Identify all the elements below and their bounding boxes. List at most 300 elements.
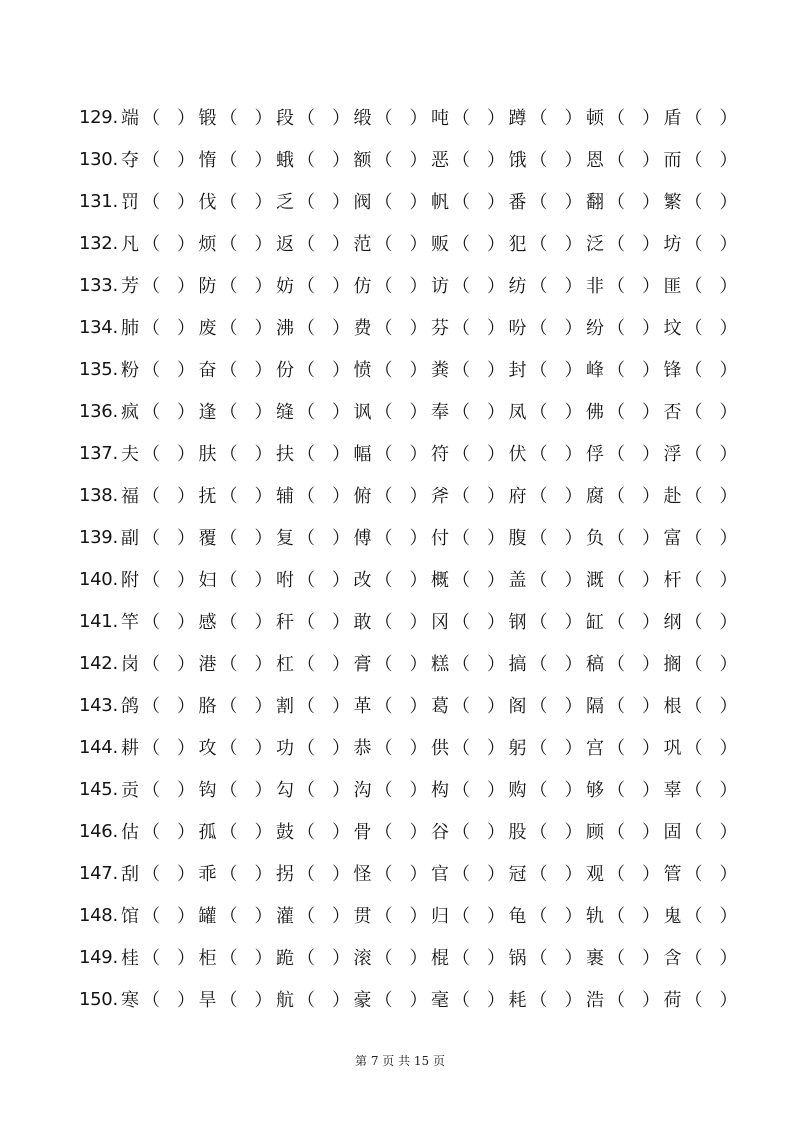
character: 废 (198, 318, 217, 339)
answer-blank (549, 234, 564, 252)
char-item (274, 902, 352, 928)
character: 宫 (586, 738, 604, 759)
paren-open: （ (452, 528, 470, 549)
paren-close: ） (564, 654, 583, 675)
paren-open: （ (297, 822, 315, 843)
exercise-row (79, 726, 741, 768)
char-item (352, 272, 430, 298)
char-item (119, 440, 197, 466)
paren-open: （ (452, 570, 470, 591)
paren-close: ） (254, 948, 273, 969)
paren-open: （ (219, 150, 238, 171)
char-item (274, 482, 352, 508)
paren-open: （ (529, 570, 548, 591)
answer-blank (394, 990, 409, 1008)
worksheet (79, 96, 741, 1020)
row-number: 132. (79, 232, 118, 254)
answer-blank (549, 528, 564, 546)
paren-open: （ (142, 738, 160, 759)
char-item (429, 482, 507, 508)
paren-open: （ (607, 486, 625, 507)
answer-blank (549, 360, 564, 378)
paren-open: （ (607, 234, 625, 255)
paren-close: ） (332, 864, 350, 885)
character: 概 (431, 570, 449, 591)
char-item (507, 398, 585, 424)
answer-blank (316, 192, 331, 210)
answer-blank (239, 780, 254, 798)
char-item (352, 440, 430, 466)
character: 疯 (121, 402, 139, 423)
row-number: 147. (79, 862, 118, 884)
exercise-row (79, 474, 741, 516)
paren-open: （ (219, 486, 238, 507)
row-number: 131. (79, 190, 118, 212)
char-item (507, 104, 585, 130)
character: 番 (508, 192, 527, 213)
paren-close: ） (487, 780, 505, 801)
answer-blank (471, 444, 486, 462)
char-item (197, 986, 275, 1012)
answer-blank (549, 612, 564, 630)
character: 鸽 (121, 696, 139, 717)
char-item (662, 398, 740, 424)
char-item (429, 356, 507, 382)
paren-close: ） (642, 234, 660, 255)
answer-blank (316, 696, 331, 714)
answer-blank (239, 906, 254, 924)
answer-blank (394, 948, 409, 966)
char-item (584, 524, 662, 550)
answer-blank (161, 360, 176, 378)
paren-close: ） (254, 738, 273, 759)
paren-close: ） (564, 402, 583, 423)
answer-blank (704, 654, 719, 672)
char-item (584, 188, 662, 214)
character: 符 (431, 444, 449, 465)
answer-blank (161, 192, 176, 210)
answer-blank (161, 276, 176, 294)
answer-blank (549, 738, 564, 756)
char-item (507, 272, 585, 298)
char-item (584, 398, 662, 424)
char-item (429, 902, 507, 928)
paren-open: （ (297, 948, 315, 969)
answer-blank (161, 402, 176, 420)
paren-open: （ (607, 276, 625, 297)
paren-open: （ (142, 696, 160, 717)
paren-close: ） (332, 444, 350, 465)
paren-open: （ (219, 528, 238, 549)
answer-blank (704, 318, 719, 336)
answer-blank (316, 654, 331, 672)
exercise-row (79, 390, 741, 432)
paren-open: （ (529, 612, 548, 633)
paren-close: ） (332, 990, 350, 1011)
answer-blank (161, 990, 176, 1008)
answer-blank (549, 696, 564, 714)
paren-close: ） (177, 612, 195, 633)
paren-open: （ (142, 234, 160, 255)
character: 乏 (276, 192, 294, 213)
paren-open: （ (452, 864, 470, 885)
answer-blank (549, 108, 564, 126)
character: 辜 (663, 780, 682, 801)
answer-blank (161, 570, 176, 588)
paren-close: ） (254, 570, 273, 591)
answer-blank (471, 276, 486, 294)
answer-blank (471, 822, 486, 840)
paren-open: （ (684, 108, 703, 129)
answer-blank (239, 864, 254, 882)
answer-blank (161, 444, 176, 462)
paren-open: （ (684, 738, 703, 759)
paren-close: ） (409, 444, 428, 465)
paren-open: （ (374, 654, 393, 675)
paren-close: ） (564, 738, 583, 759)
paren-open: （ (684, 402, 703, 423)
answer-blank (549, 906, 564, 924)
paren-open: （ (529, 780, 548, 801)
answer-blank (471, 486, 486, 504)
answer-blank (549, 780, 564, 798)
answer-blank (549, 318, 564, 336)
answer-blank (471, 108, 486, 126)
answer-blank (704, 108, 719, 126)
answer-blank (471, 654, 486, 672)
char-item (662, 566, 740, 592)
char-item (429, 230, 507, 256)
char-item (274, 230, 352, 256)
char-item (197, 650, 275, 676)
answer-blank (316, 822, 331, 840)
paren-close: ） (642, 192, 660, 213)
paren-close: ） (254, 696, 273, 717)
answer-blank (626, 192, 641, 210)
answer-blank (704, 864, 719, 882)
answer-blank (239, 360, 254, 378)
paren-open: （ (452, 150, 470, 171)
character: 灌 (276, 906, 294, 927)
char-item (352, 314, 430, 340)
character: 妇 (198, 570, 217, 591)
row-number: 138. (79, 484, 118, 506)
paren-close: ） (642, 402, 660, 423)
character: 佛 (586, 402, 604, 423)
answer-blank (471, 570, 486, 588)
paren-open: （ (142, 780, 160, 801)
exercise-row (79, 348, 741, 390)
char-item (119, 818, 197, 844)
char-item (352, 650, 430, 676)
paren-close: ） (177, 528, 195, 549)
character: 腹 (508, 528, 527, 549)
char-item (662, 314, 740, 340)
answer-blank (316, 276, 331, 294)
paren-open: （ (452, 276, 470, 297)
paren-open: （ (142, 612, 160, 633)
paren-close: ） (332, 150, 350, 171)
paren-open: （ (142, 318, 160, 339)
char-item (352, 818, 430, 844)
paren-close: ） (564, 948, 583, 969)
answer-blank (161, 906, 176, 924)
character: 革 (353, 696, 372, 717)
paren-close: ） (409, 780, 428, 801)
answer-blank (394, 234, 409, 252)
character: 躬 (508, 738, 527, 759)
exercise-row (79, 432, 741, 474)
character: 拐 (276, 864, 294, 885)
character: 岗 (121, 654, 139, 675)
paren-close: ） (487, 906, 505, 927)
character: 股 (508, 822, 527, 843)
character: 贩 (431, 234, 449, 255)
paren-open: （ (297, 906, 315, 927)
character: 纺 (508, 276, 527, 297)
paren-open: （ (452, 948, 470, 969)
answer-blank (394, 612, 409, 630)
character: 封 (508, 360, 527, 381)
paren-open: （ (529, 696, 548, 717)
char-item (197, 230, 275, 256)
paren-close: ） (642, 612, 660, 633)
character: 荷 (663, 990, 682, 1011)
row-number: 148. (79, 904, 118, 926)
paren-open: （ (529, 402, 548, 423)
paren-open: （ (529, 528, 548, 549)
paren-open: （ (684, 318, 703, 339)
char-item (662, 482, 740, 508)
character: 锅 (508, 948, 527, 969)
paren-close: ） (409, 822, 428, 843)
char-item (352, 482, 430, 508)
character: 福 (121, 486, 139, 507)
char-item (429, 146, 507, 172)
answer-blank (239, 654, 254, 672)
paren-close: ） (487, 738, 505, 759)
char-item (507, 524, 585, 550)
answer-blank (394, 780, 409, 798)
answer-blank (471, 906, 486, 924)
paren-open: （ (142, 948, 160, 969)
paren-close: ） (254, 528, 273, 549)
char-item (119, 860, 197, 886)
paren-open: （ (529, 192, 548, 213)
char-item (352, 734, 430, 760)
char-item (429, 440, 507, 466)
char-item (507, 818, 585, 844)
paren-close: ） (254, 654, 273, 675)
paren-open: （ (374, 486, 393, 507)
paren-open: （ (219, 780, 238, 801)
paren-close: ） (409, 696, 428, 717)
answer-blank (471, 318, 486, 336)
paren-open: （ (452, 780, 470, 801)
paren-close: ） (719, 276, 738, 297)
char-item (662, 986, 740, 1012)
paren-close: ） (564, 528, 583, 549)
paren-close: ） (254, 444, 273, 465)
character: 恭 (353, 738, 372, 759)
character: 肺 (121, 318, 139, 339)
char-item (662, 734, 740, 760)
paren-close: ） (642, 486, 660, 507)
exercise-row (79, 852, 741, 894)
paren-close: ） (409, 570, 428, 591)
paren-open: （ (529, 108, 548, 129)
paren-open: （ (142, 150, 160, 171)
char-item (429, 986, 507, 1012)
exercise-row (79, 936, 741, 978)
character: 蛾 (276, 150, 294, 171)
paren-close: ） (254, 234, 273, 255)
paren-open: （ (607, 108, 625, 129)
char-item (119, 104, 197, 130)
row-number: 140. (79, 568, 118, 590)
answer-blank (161, 948, 176, 966)
paren-close: ） (487, 444, 505, 465)
char-item (197, 608, 275, 634)
paren-close: ） (564, 864, 583, 885)
paren-close: ） (409, 108, 428, 129)
paren-close: ） (487, 864, 505, 885)
row-number: 150. (79, 988, 118, 1010)
character: 附 (121, 570, 139, 591)
answer-blank (394, 486, 409, 504)
char-item (662, 440, 740, 466)
exercise-row (79, 516, 741, 558)
paren-close: ） (254, 108, 273, 129)
paren-open: （ (297, 738, 315, 759)
answer-blank (626, 612, 641, 630)
char-item (429, 104, 507, 130)
char-item (662, 146, 740, 172)
answer-blank (394, 276, 409, 294)
paren-open: （ (529, 444, 548, 465)
paren-close: ） (642, 360, 660, 381)
paren-open: （ (142, 906, 160, 927)
paren-close: ） (177, 402, 195, 423)
paren-open: （ (529, 864, 548, 885)
paren-close: ） (409, 234, 428, 255)
char-item (507, 608, 585, 634)
char-item (197, 734, 275, 760)
paren-close: ） (487, 822, 505, 843)
answer-blank (549, 444, 564, 462)
paren-open: （ (529, 654, 548, 675)
paren-close: ） (332, 822, 350, 843)
char-item (197, 440, 275, 466)
answer-blank (704, 696, 719, 714)
character: 轨 (586, 906, 604, 927)
answer-blank (239, 150, 254, 168)
character: 夫 (121, 444, 139, 465)
char-item (352, 902, 430, 928)
char-item (507, 734, 585, 760)
answer-blank (394, 696, 409, 714)
paren-open: （ (452, 318, 470, 339)
paren-close: ） (719, 444, 738, 465)
page-footer: 第 7 页 共 15 页 (355, 1054, 445, 1068)
paren-close: ） (564, 276, 583, 297)
paren-open: （ (142, 402, 160, 423)
paren-open: （ (374, 360, 393, 381)
character: 匪 (663, 276, 682, 297)
character: 鼓 (276, 822, 294, 843)
character: 凤 (508, 402, 527, 423)
paren-open: （ (374, 528, 393, 549)
paren-open: （ (219, 234, 238, 255)
paren-close: ） (177, 654, 195, 675)
paren-open: （ (297, 234, 315, 255)
answer-blank (316, 318, 331, 336)
row-number: 143. (79, 694, 118, 716)
answer-blank (316, 444, 331, 462)
char-item (507, 692, 585, 718)
paren-close: ） (719, 612, 738, 633)
character: 隔 (586, 696, 604, 717)
paren-close: ） (409, 864, 428, 885)
character: 富 (663, 528, 682, 549)
paren-close: ） (332, 108, 350, 129)
character: 芳 (121, 276, 139, 297)
answer-blank (471, 528, 486, 546)
character: 饿 (508, 150, 527, 171)
paren-close: ） (332, 360, 350, 381)
character: 柜 (198, 948, 217, 969)
paren-open: （ (297, 192, 315, 213)
paren-open: （ (142, 570, 160, 591)
row-number: 145. (79, 778, 118, 800)
paren-close: ） (254, 486, 273, 507)
answer-blank (161, 234, 176, 252)
paren-close: ） (642, 864, 660, 885)
paren-open: （ (142, 360, 160, 381)
paren-close: ） (409, 906, 428, 927)
paren-close: ） (719, 486, 738, 507)
character: 辅 (276, 486, 294, 507)
exercise-row (79, 978, 741, 1020)
char-item (274, 440, 352, 466)
char-item (119, 986, 197, 1012)
paren-open: （ (374, 150, 393, 171)
char-item (584, 608, 662, 634)
char-item (197, 818, 275, 844)
character: 赴 (663, 486, 682, 507)
character: 估 (121, 822, 139, 843)
char-item (584, 356, 662, 382)
paren-close: ） (719, 864, 738, 885)
char-item (429, 734, 507, 760)
character: 感 (198, 612, 217, 633)
character: 管 (663, 864, 682, 885)
char-item (584, 650, 662, 676)
exercise-row (79, 180, 741, 222)
char-item (197, 776, 275, 802)
paren-open: （ (374, 780, 393, 801)
paren-close: ） (719, 654, 738, 675)
paren-close: ） (409, 612, 428, 633)
paren-open: （ (529, 234, 548, 255)
answer-blank (394, 864, 409, 882)
char-item (584, 986, 662, 1012)
char-item (352, 188, 430, 214)
character: 裹 (586, 948, 604, 969)
paren-close: ） (564, 192, 583, 213)
character: 愤 (353, 360, 372, 381)
paren-open: （ (219, 402, 238, 423)
